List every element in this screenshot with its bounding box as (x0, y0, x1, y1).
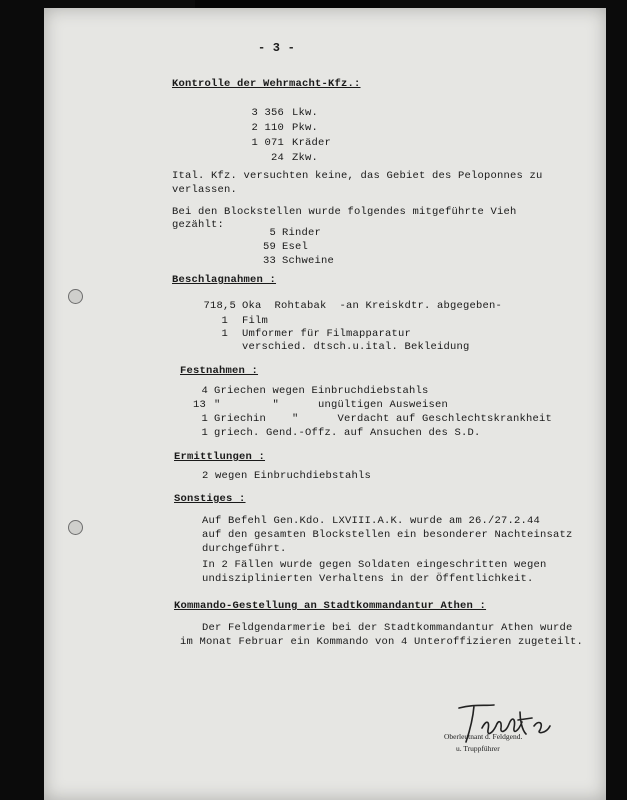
beschlagnahmen-count: 1 (221, 328, 228, 340)
festnahmen-count: 1 (201, 427, 208, 439)
beschlagnahmen-heading: Beschlagnahmen : (172, 274, 277, 286)
festnahmen-item: " " ungültigen Ausweisen (214, 399, 449, 411)
vieh-count: 33 (262, 255, 276, 267)
vieh-label: Rinder (282, 227, 322, 239)
beschlagnahmen-count: 718,5 (203, 300, 236, 312)
festnahmen-item: Griechin " Verdacht auf Geschlechtskrankheit (214, 413, 553, 425)
festnahmen-count: 13 (192, 399, 206, 411)
kfz-label: Lkw. (292, 107, 319, 119)
ermittlungen-heading: Ermittlungen : (174, 451, 266, 463)
kfz-count: 24 (270, 152, 284, 164)
signature-title: u. Truppführer (456, 744, 500, 753)
kfz-label: Pkw. (292, 122, 319, 134)
punch-hole (68, 289, 83, 304)
beschlagnahmen-item: verschied. dtsch.u.ital. Bekleidung (242, 341, 470, 353)
kfz-note-line: Ital. Kfz. versuchten keine, das Gebiet des Peloponnes zu (172, 170, 543, 182)
festnahmen-item: Griechen wegen Einbruchdiebstahls (214, 385, 429, 397)
sonstiges-line: undisziplinierten Verhaltens in der Öffentlichkeit. (202, 573, 534, 585)
document-page (44, 8, 606, 800)
sonstiges-line: auf den gesamten Blockstellen ein besonderer Nachteinsatz (202, 529, 573, 541)
beschlagnahmen-item: Film (242, 315, 269, 327)
vieh-line: Bei den Blockstellen wurde folgendes mitgeführte Vieh (172, 206, 517, 218)
kfz-count: 1 071 (251, 137, 284, 149)
sonstiges-line: Auf Befehl Gen.Kdo. LXVIII.A.K. wurde am 26./27.2.44 (202, 515, 541, 527)
kfz-note-line: verlassen. (172, 184, 238, 196)
vieh-line: gezählt: (172, 219, 225, 231)
beschlagnahmen-item: Oka Rohtabak -an Kreiskdtr. abgegeben- (242, 300, 503, 312)
beschlagnahmen-item: Umformer für Filmapparatur (242, 328, 412, 340)
sonstiges-heading: Sonstiges : (174, 493, 246, 505)
festnahmen-heading: Festnahmen : (180, 365, 259, 377)
festnahmen-item: griech. Gend.-Offz. auf Ansuchen des S.D. (214, 427, 481, 439)
kfz-count: 2 110 (251, 122, 284, 134)
festnahmen-count: 4 (201, 385, 208, 397)
vieh-label: Esel (282, 241, 309, 253)
kfz-count: 3 356 (251, 107, 284, 119)
kommando-line: im Monat Februar ein Kommando von 4 Unteroffizieren zugeteilt. (180, 636, 584, 648)
beschlagnahmen-count: 1 (221, 315, 228, 327)
signature-title: Oberleutnant d. Feldgend. (444, 732, 523, 741)
vieh-count: 59 (262, 241, 276, 253)
vieh-label: Schweine (282, 255, 335, 267)
festnahmen-count: 1 (201, 413, 208, 425)
kfz-label: Zkw. (292, 152, 319, 164)
kommando-heading: Kommando-Gestellung an Stadtkommandantur Athen : (174, 600, 487, 612)
kommando-line: Der Feldgendarmerie bei der Stadtkommandantur Athen wurde (202, 622, 573, 634)
kfz-label: Kräder (292, 137, 332, 149)
ermittlungen-line: 2 wegen Einbruchdiebstahls (202, 470, 372, 482)
kfz-heading: Kontrolle der Wehrmacht-Kfz.: (172, 78, 361, 90)
vieh-count: 5 (269, 227, 276, 239)
sonstiges-line: durchgeführt. (202, 543, 287, 555)
page-number: - 3 - (258, 41, 296, 55)
punch-hole (68, 520, 83, 535)
sonstiges-line: In 2 Fällen wurde gegen Soldaten eingeschritten wegen (202, 559, 547, 571)
